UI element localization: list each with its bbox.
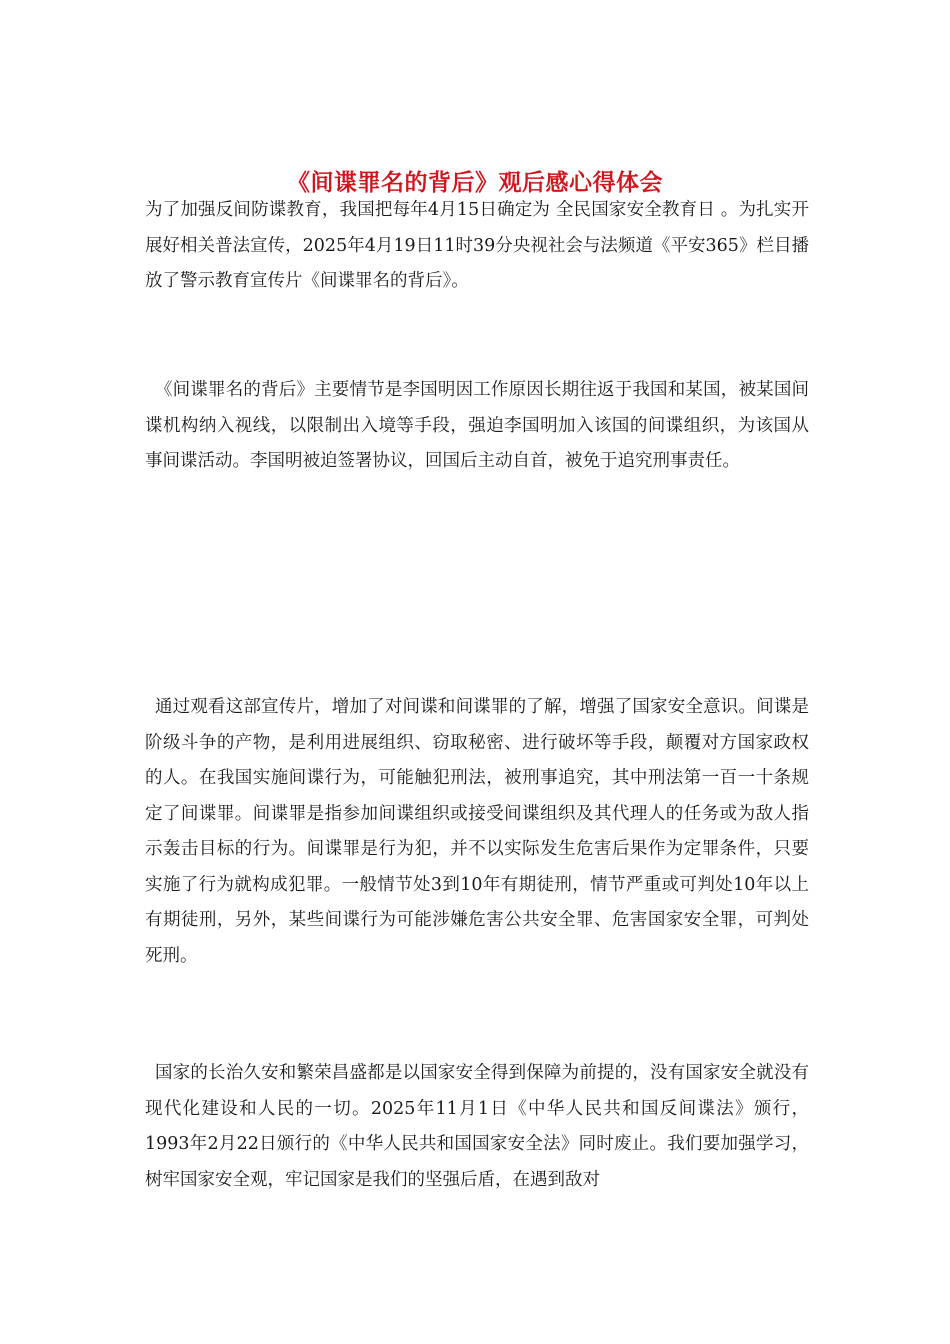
- paragraph-national-security: 国家的长治久安和繁荣昌盛都是以国家安全得到保障为前提的，没有国家安全就没有现代化建设和人民的一切。2025年11月1日《中华人民共和国反间谍法》颁行，1993年2月22日颁行的《中华人民共和国国家安全法》同时废止。我们要加强学习，树牢国家安全观，牢记国家是我们的坚强后盾，在遇到敌对: [145, 1063, 809, 1190]
- paragraph-plot: 《间谍罪名的背后》主要情节是李国明因工作原因长期往返于我国和某国，被某国间谍机构纳入视线，以限制出入境等手段，强迫李国明加入该国的间谍组织，为该国从事间谍活动。李国明被迫签署协议，回国后主动自首，被免于追究刑事责任。: [145, 380, 809, 471]
- document-title: 《间谍罪名的背后》观后感心得体会: [287, 169, 663, 197]
- paragraph-intro: 为了加强反间防谍教育，我国把每年4月15日确定为 全民国家安全教育日 。为扎实开展好相关普法宣传，2025年4月19日11时39分央视社会与法频道《平安365》栏目播放了警示教育宣传片《间谍罪名的背后》。: [145, 200, 809, 291]
- paragraph-reflection: 通过观看这部宣传片，增加了对间谍和间谍罪的了解，增强了国家安全意识。间谍是阶级斗争的产物，是利用进展组织、窃取秘密、进行破坏等手段，颠覆对方国家政权的人。在我国实施间谍行为，可能触犯刑法，被刑事追究，其中刑法第一百一十条规定了间谍罪。间谍罪是指参加间谍组织或接受间谍组织及其代理人的任务或为敌人指示轰击目标的行为。间谍罪是行为犯，并不以实际发生危害后果作为定罪条件，只要实施了行为就构成犯罪。一般情节处3到10年有期徒刑，情节严重或可判处10年以上有期徒刑，另外，某些间谍行为可能涉嫌危害公共安全罪、危害国家安全罪，可判处死刑。: [145, 697, 809, 966]
